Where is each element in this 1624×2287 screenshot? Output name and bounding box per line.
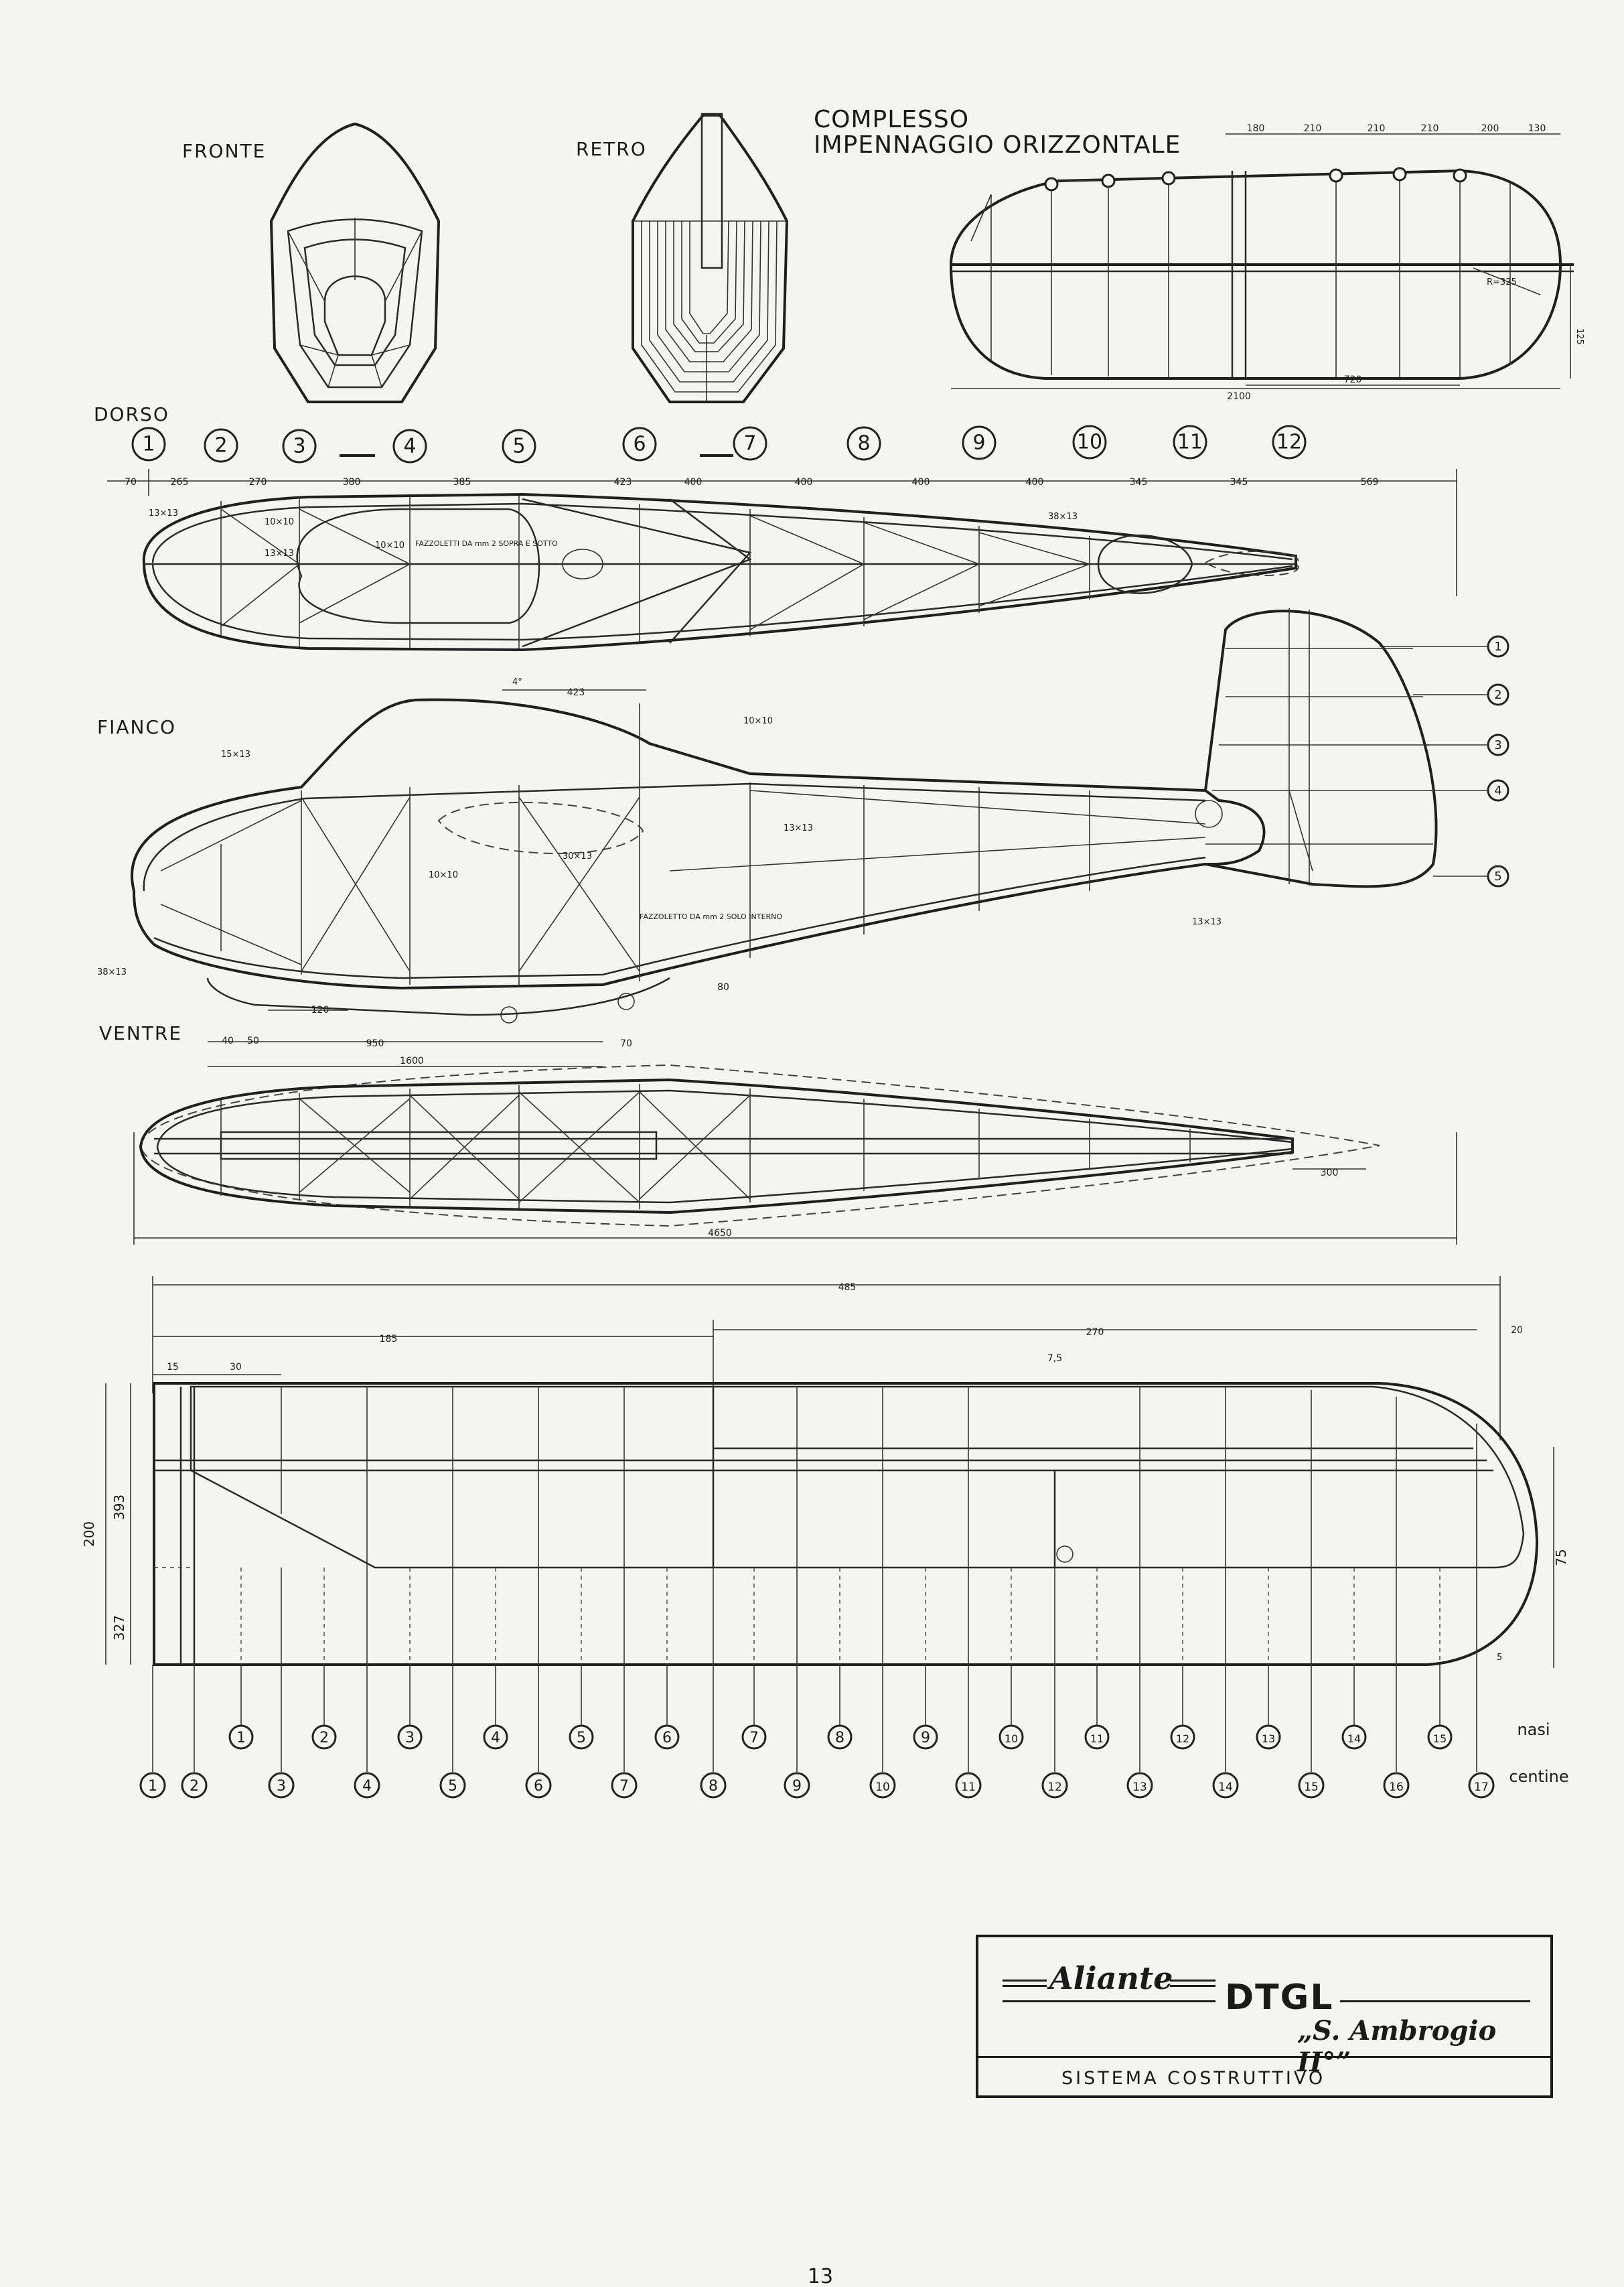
top-gusset-note: FAZZOLETTI DA mm 2 SOPRA E SOTTO bbox=[415, 539, 558, 548]
fin-marker-2: 2 bbox=[1494, 688, 1502, 702]
top-dim-5: 385 bbox=[453, 477, 471, 488]
nose-rib-15: 15 bbox=[1432, 1732, 1447, 1745]
rib-6: 6 bbox=[534, 1778, 543, 1795]
side-sec-7: 13×13 bbox=[1192, 917, 1222, 927]
front-view-label: FRONTE bbox=[182, 140, 267, 162]
rib-5: 5 bbox=[448, 1778, 457, 1795]
top-dim-1: 70 bbox=[125, 477, 137, 488]
nose-rib-12: 12 bbox=[1175, 1732, 1190, 1745]
frame-num-1: 1 bbox=[142, 432, 155, 456]
nose-ribs-label: nasi bbox=[1517, 1720, 1550, 1739]
nose-rib-13: 13 bbox=[1261, 1732, 1276, 1745]
rib-11: 11 bbox=[961, 1781, 976, 1794]
side-gusset-note: FAZZOLETTO DA mm 2 SOLO INTERNO bbox=[640, 912, 782, 921]
top-dim-9: 400 bbox=[911, 477, 930, 488]
wing-dim-h200: 200 bbox=[81, 1521, 97, 1547]
bottom-view bbox=[99, 1022, 1457, 1245]
rib-14: 14 bbox=[1218, 1781, 1233, 1794]
tail-dim-210a: 210 bbox=[1303, 123, 1322, 134]
side-dim-50: 50 bbox=[247, 1036, 259, 1046]
side-dim-423: 423 bbox=[567, 687, 585, 698]
frame-num-10: 10 bbox=[1076, 430, 1103, 454]
rib-13: 13 bbox=[1132, 1781, 1147, 1794]
top-dim-6: 423 bbox=[613, 477, 632, 488]
top-view-label: DORSO bbox=[94, 403, 169, 425]
nose-rib-1: 1 bbox=[236, 1730, 246, 1746]
title-subtitle: SISTEMA COSTRUTTIVO bbox=[1061, 2068, 1326, 2089]
nose-rib-9: 9 bbox=[921, 1730, 930, 1746]
rib-row bbox=[141, 1767, 1569, 1797]
side-sec-6: 38×13 bbox=[97, 967, 127, 977]
frame-num-7: 7 bbox=[743, 431, 757, 456]
tail-dim-radius: R=325 bbox=[1487, 277, 1517, 287]
side-sec-3: 10×10 bbox=[743, 716, 773, 726]
tail-dim-720: 720 bbox=[1343, 374, 1362, 385]
rib-8: 8 bbox=[709, 1778, 718, 1795]
bottom-dim-300: 300 bbox=[1320, 1168, 1339, 1178]
top-dim-13: 569 bbox=[1360, 477, 1379, 488]
top-dim-2: 265 bbox=[170, 477, 189, 488]
tail-dim-125: 125 bbox=[1574, 328, 1584, 345]
bottom-dim-4650: 4650 bbox=[708, 1228, 732, 1239]
frame-num-2: 2 bbox=[214, 433, 228, 458]
side-dim-70: 70 bbox=[620, 1038, 632, 1049]
wing-dim-tip: 20 bbox=[1511, 1325, 1523, 1336]
frame-num-8: 8 bbox=[857, 431, 871, 456]
top-view bbox=[94, 403, 1457, 650]
nose-rib-11: 11 bbox=[1090, 1732, 1104, 1745]
top-dim-4: 380 bbox=[342, 477, 361, 488]
rib-15: 15 bbox=[1304, 1781, 1319, 1794]
side-dim-40: 40 bbox=[222, 1036, 234, 1046]
nose-rib-3: 3 bbox=[405, 1730, 415, 1746]
tail-dim-2100: 2100 bbox=[1227, 391, 1251, 402]
nose-rib-row bbox=[230, 1720, 1550, 1748]
tail-dim-200: 200 bbox=[1481, 123, 1499, 134]
tail-title-1: COMPLESSO bbox=[814, 106, 970, 133]
wing-dim-15: 15 bbox=[167, 1362, 179, 1373]
frame-num-5: 5 bbox=[512, 434, 526, 458]
top-dim-8: 400 bbox=[794, 477, 813, 488]
front-view bbox=[182, 124, 439, 402]
nose-rib-14: 14 bbox=[1347, 1732, 1361, 1745]
top-sec-2: 10×10 bbox=[265, 517, 294, 527]
ribs-label: centine bbox=[1509, 1767, 1569, 1786]
rib-9: 9 bbox=[792, 1778, 802, 1795]
title-block bbox=[976, 1935, 1553, 2098]
wing-dim-h393: 393 bbox=[111, 1494, 127, 1521]
fin-marker-1: 1 bbox=[1494, 640, 1502, 654]
tail-dim-210b: 210 bbox=[1367, 123, 1386, 134]
top-dim-12: 345 bbox=[1230, 477, 1248, 488]
title-name: „S. Ambrogio II°” bbox=[1297, 2015, 1497, 2078]
nose-rib-8: 8 bbox=[835, 1730, 844, 1746]
title-aliante: Aliante bbox=[1049, 1960, 1173, 1996]
wing-dim-30: 30 bbox=[230, 1362, 242, 1373]
bottom-view-label: VENTRE bbox=[99, 1022, 183, 1044]
top-sec-3: 13×13 bbox=[265, 549, 294, 559]
side-dim-120: 120 bbox=[311, 1005, 329, 1016]
nose-rib-5: 5 bbox=[577, 1730, 586, 1746]
tail-dim-180: 180 bbox=[1246, 123, 1265, 134]
rib-3: 3 bbox=[277, 1778, 286, 1795]
frame-num-3: 3 bbox=[293, 434, 306, 458]
side-dim-1600: 1600 bbox=[400, 1056, 424, 1066]
wing-structure bbox=[81, 1276, 1569, 1797]
wing-dim-outer: 270 bbox=[1086, 1327, 1104, 1338]
page-number: 13 bbox=[807, 2265, 834, 2287]
top-dim-7: 400 bbox=[684, 477, 703, 488]
side-dim-80: 80 bbox=[717, 982, 729, 993]
wing-dim-total: 485 bbox=[838, 1282, 857, 1293]
tail-dim-130: 130 bbox=[1528, 123, 1546, 134]
wing-dim-h75: 75 bbox=[1553, 1549, 1569, 1566]
rib-4: 4 bbox=[362, 1778, 372, 1795]
fin-marker-3: 3 bbox=[1494, 738, 1502, 752]
nose-rib-2: 2 bbox=[319, 1730, 329, 1746]
tail-dim-210c: 210 bbox=[1420, 123, 1439, 134]
side-dim-950: 950 bbox=[366, 1038, 384, 1049]
nose-rib-6: 6 bbox=[662, 1730, 672, 1746]
tail-title-2: IMPENNAGGIO ORIZZONTALE bbox=[814, 131, 1181, 159]
frame-num-4: 4 bbox=[403, 434, 417, 458]
frame-number-row bbox=[133, 426, 1305, 462]
wing-dim-7-5: 7,5 bbox=[1047, 1353, 1063, 1364]
fin-marker-5: 5 bbox=[1494, 870, 1502, 884]
rib-10: 10 bbox=[875, 1781, 890, 1794]
side-sec-2: 30×13 bbox=[563, 851, 592, 861]
top-dim-10: 400 bbox=[1025, 477, 1044, 488]
horizontal-tail-assembly bbox=[814, 106, 1584, 402]
frame-num-11: 11 bbox=[1177, 430, 1203, 454]
top-sec-1: 13×13 bbox=[149, 508, 178, 518]
top-sec-5: 38×13 bbox=[1048, 512, 1078, 522]
rear-view-label: RETRO bbox=[576, 138, 647, 160]
rib-12: 12 bbox=[1047, 1781, 1062, 1794]
rib-1: 1 bbox=[148, 1778, 157, 1795]
wing-dim-h327: 327 bbox=[111, 1614, 127, 1641]
frame-num-9: 9 bbox=[972, 431, 986, 455]
nose-rib-10: 10 bbox=[1004, 1732, 1019, 1745]
rib-17: 17 bbox=[1474, 1781, 1489, 1794]
side-view bbox=[97, 608, 1508, 1066]
rib-7: 7 bbox=[619, 1778, 629, 1795]
fin-marker-4: 4 bbox=[1494, 784, 1502, 798]
nose-rib-4: 4 bbox=[491, 1730, 500, 1746]
title-model: DTGL bbox=[1225, 1978, 1334, 2018]
nose-rib-7: 7 bbox=[749, 1730, 759, 1746]
side-dim-angle: 4° bbox=[512, 677, 522, 687]
wing-dim-inner: 185 bbox=[379, 1334, 398, 1344]
rib-2: 2 bbox=[190, 1778, 199, 1795]
top-dim-3: 270 bbox=[248, 477, 267, 488]
side-sec-4: 10×10 bbox=[429, 870, 458, 880]
top-dim-11: 345 bbox=[1129, 477, 1148, 488]
rear-view bbox=[576, 114, 787, 402]
frame-num-12: 12 bbox=[1276, 430, 1303, 454]
side-view-label: FIANCO bbox=[97, 716, 177, 738]
rib-16: 16 bbox=[1389, 1781, 1404, 1794]
title-divider bbox=[978, 2056, 1550, 2058]
frame-num-6: 6 bbox=[633, 432, 646, 456]
wing-dim-h5: 5 bbox=[1497, 1653, 1503, 1663]
side-sec-1: 15×13 bbox=[221, 750, 250, 760]
top-sec-4: 10×10 bbox=[375, 541, 404, 551]
side-sec-5: 13×13 bbox=[784, 823, 813, 833]
